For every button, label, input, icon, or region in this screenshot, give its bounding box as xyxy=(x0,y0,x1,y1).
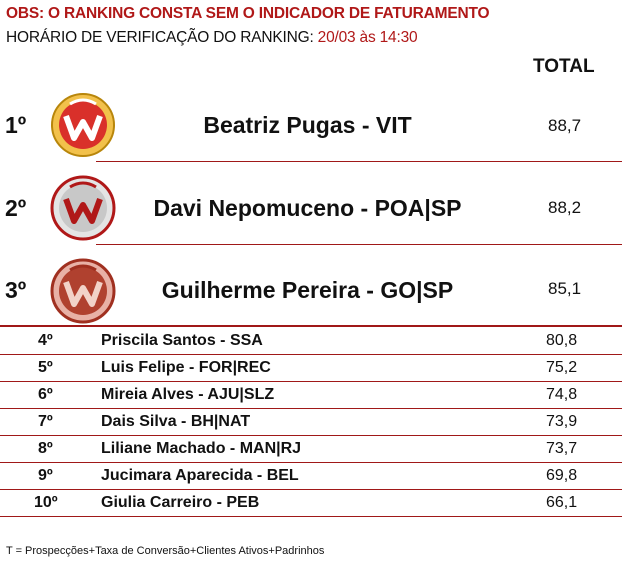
rank: 10º xyxy=(34,494,58,511)
score: 73,9 xyxy=(546,413,578,430)
score: 66,1 xyxy=(546,494,578,511)
podium-row-3 xyxy=(0,248,622,328)
ranking-row xyxy=(0,436,622,463)
podium-row-2 xyxy=(0,165,622,245)
rank: 8º xyxy=(38,440,53,457)
rank: 5º xyxy=(38,359,53,376)
name: Giulia Carreiro - PEB xyxy=(101,494,260,511)
divider xyxy=(0,325,622,327)
silver-medal-icon xyxy=(48,173,118,243)
ranking-row xyxy=(0,328,622,355)
podium-score: 88,7 xyxy=(548,116,582,135)
total-column-header: TOTAL xyxy=(533,56,595,77)
podium-rank: 3º xyxy=(5,277,27,303)
obs-note: OBS: O RANKING CONSTA SEM O INDICADOR DE FATURAMENTO xyxy=(6,5,490,22)
podium-score: 88,2 xyxy=(548,198,582,217)
divider xyxy=(96,161,622,162)
divider xyxy=(96,244,622,245)
ranking-row xyxy=(0,409,622,436)
ranking-row xyxy=(0,463,622,490)
podium-name: Guilherme Pereira - GO|SP xyxy=(161,277,454,303)
podium-name: Davi Nepomuceno - POA|SP xyxy=(153,195,462,221)
podium-score: 85,1 xyxy=(548,279,582,298)
formula-footnote: T = Prospecções+Taxa de Conversão+Clientes Ativos+Padrinhos xyxy=(6,545,325,557)
score: 74,8 xyxy=(546,386,578,403)
name: Mireia Alves - AJU|SLZ xyxy=(101,386,275,403)
score: 69,8 xyxy=(546,467,578,484)
verification-datetime: 20/03 às 14:30 xyxy=(317,29,418,46)
score: 75,2 xyxy=(546,359,578,376)
name: Priscila Santos - SSA xyxy=(101,332,263,349)
name: Dais Silva - BH|NAT xyxy=(101,413,251,430)
verification-label: HORÁRIO DE VERIFICAÇÃO DO RANKING: xyxy=(6,29,314,46)
name: Luis Felipe - FOR|REC xyxy=(101,359,271,376)
podium-rank: 2º xyxy=(5,195,27,221)
rank: 9º xyxy=(38,467,53,484)
rank: 4º xyxy=(38,332,53,349)
podium-rank: 1º xyxy=(5,112,27,138)
rank: 6º xyxy=(38,386,53,403)
gold-medal-icon xyxy=(48,90,118,160)
ranking-row xyxy=(0,382,622,409)
verification-time xyxy=(6,29,417,47)
ranking-row xyxy=(0,355,622,382)
ranking-row xyxy=(0,490,622,517)
bronze-medal-icon xyxy=(48,256,118,326)
podium-name: Beatriz Pugas - VIT xyxy=(203,112,412,138)
podium-row-1 xyxy=(0,85,622,165)
rank: 7º xyxy=(38,413,53,430)
score: 80,8 xyxy=(546,332,578,349)
name: Liliane Machado - MAN|RJ xyxy=(101,440,302,457)
score: 73,7 xyxy=(546,440,578,457)
name: Jucimara Aparecida - BEL xyxy=(101,467,299,484)
